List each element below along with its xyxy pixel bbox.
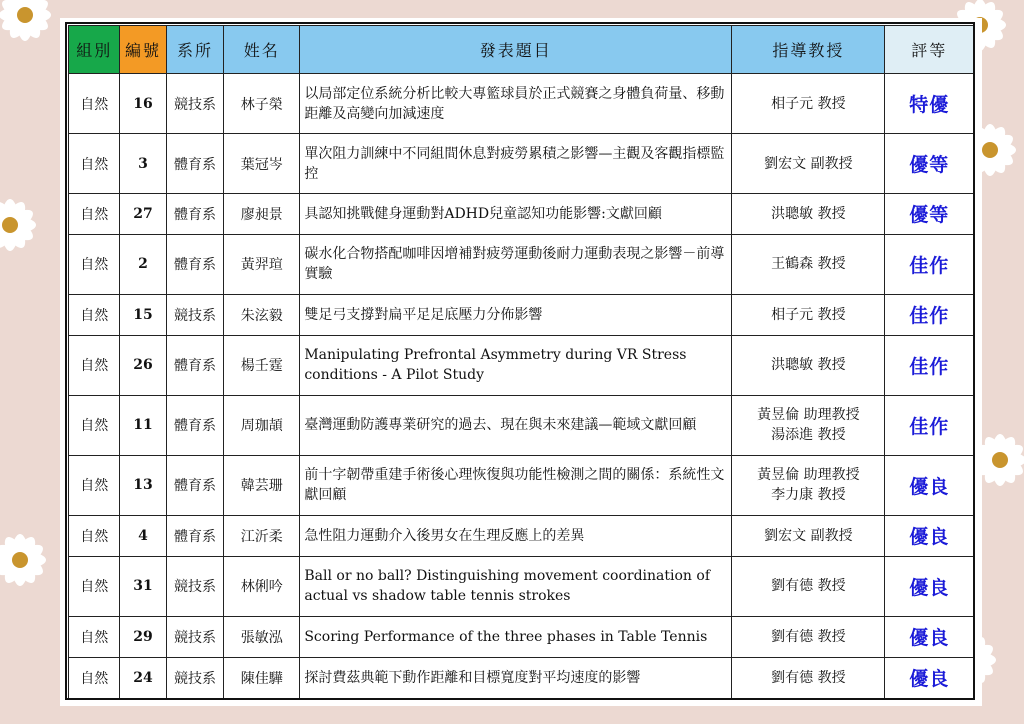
advisor-line: 劉有德 教授 (771, 578, 846, 595)
cell-number: 11 (120, 395, 166, 455)
cell-title: 碳水化合物搭配咖啡因增補對疲勞運動後耐力運動表現之影響－前導實驗 (300, 234, 732, 294)
cell-advisor (732, 455, 885, 515)
cell-grade: 佳作 (885, 234, 974, 294)
cell-dept: 競技系 (166, 556, 224, 616)
table-row (69, 294, 974, 335)
header-grade: 評等 (885, 26, 974, 74)
cell-title: 前十字韌帶重建手術後心理恢復與功能性檢測之間的關係：系統性文獻回顧 (300, 455, 732, 515)
cell-advisor (732, 194, 885, 235)
header-advisor: 指導教授 (732, 26, 885, 74)
advisor-line: 黃昱倫 助理教授 (757, 407, 860, 424)
cell-dept: 體育系 (166, 455, 224, 515)
cell-number: 24 (120, 657, 166, 698)
header-name: 姓名 (224, 26, 300, 74)
cell-group: 自然 (69, 657, 120, 698)
table-row (69, 556, 974, 616)
cell-grade: 佳作 (885, 294, 974, 335)
cell-dept: 體育系 (166, 134, 224, 194)
cell-number: 15 (120, 294, 166, 335)
cell-advisor (732, 294, 885, 335)
cell-name: 林子榮 (224, 74, 300, 134)
table-row (69, 74, 974, 134)
advisor-line: 王鶴森 教授 (771, 256, 846, 273)
daisy-decoration-left-bottom (0, 520, 60, 600)
cell-number: 27 (120, 194, 166, 235)
cell-number: 31 (120, 556, 166, 616)
cell-group: 自然 (69, 294, 120, 335)
cell-advisor (732, 556, 885, 616)
cell-name: 張敏泓 (224, 616, 300, 657)
table-row (69, 515, 974, 556)
table-row (69, 234, 974, 294)
daisy-decoration-top-left (0, 0, 65, 55)
cell-dept: 競技系 (166, 74, 224, 134)
cell-number: 29 (120, 616, 166, 657)
cell-title: 單次阻力訓練中不同組間休息對疲勞累積之影響—主觀及客觀指標監控 (300, 134, 732, 194)
table-row (69, 455, 974, 515)
advisor-line: 劉宏文 副教授 (764, 155, 853, 172)
cell-name: 韓芸珊 (224, 455, 300, 515)
header-title: 發表題目 (300, 26, 732, 74)
advisor-line-2: 湯添進 教授 (771, 427, 846, 444)
cell-name: 陳佳驊 (224, 657, 300, 698)
cell-advisor (732, 335, 885, 395)
cell-advisor (732, 74, 885, 134)
cell-dept: 競技系 (166, 294, 224, 335)
cell-number: 3 (120, 134, 166, 194)
cell-dept: 體育系 (166, 515, 224, 556)
advisor-line: 黃昱倫 助理教授 (757, 467, 860, 484)
cell-name: 朱泫毅 (224, 294, 300, 335)
cell-name: 周珈頡 (224, 395, 300, 455)
advisor-line: 相子元 教授 (771, 95, 846, 112)
header-number: 編號 (120, 26, 166, 74)
table-row (69, 335, 974, 395)
cell-dept: 體育系 (166, 234, 224, 294)
cell-grade: 佳作 (885, 395, 974, 455)
cell-dept: 體育系 (166, 395, 224, 455)
cell-grade: 優等 (885, 134, 974, 194)
cell-advisor (732, 515, 885, 556)
cell-title: 臺灣運動防護專業研究的過去、現在與未來建議—範域文獻回顧 (300, 395, 732, 455)
header-group: 組別 (69, 26, 120, 74)
cell-dept: 體育系 (166, 335, 224, 395)
cell-title: Ball or no ball? Distinguishing movement coordination of actual vs shadow table tennis strokes (300, 556, 732, 616)
cell-number: 26 (120, 335, 166, 395)
cell-grade: 優良 (885, 616, 974, 657)
cell-advisor (732, 134, 885, 194)
cell-group: 自然 (69, 616, 120, 657)
cell-group: 自然 (69, 234, 120, 294)
results-sheet (60, 18, 982, 706)
cell-number: 13 (120, 455, 166, 515)
table-row (69, 657, 974, 698)
cell-name: 林俐吟 (224, 556, 300, 616)
advisor-line-2: 李力康 教授 (771, 487, 846, 504)
table-row (69, 616, 974, 657)
cell-group: 自然 (69, 194, 120, 235)
cell-name: 葉冠岑 (224, 134, 300, 194)
cell-advisor (732, 657, 885, 698)
cell-name: 黃羿瑄 (224, 234, 300, 294)
cell-dept: 競技系 (166, 657, 224, 698)
cell-grade: 優良 (885, 455, 974, 515)
cell-advisor (732, 395, 885, 455)
cell-name: 江沂柔 (224, 515, 300, 556)
advisor-line: 劉宏文 副教授 (764, 527, 853, 544)
cell-number: 2 (120, 234, 166, 294)
cell-group: 自然 (69, 455, 120, 515)
cell-name: 廖昶景 (224, 194, 300, 235)
cell-dept: 競技系 (166, 616, 224, 657)
cell-group: 自然 (69, 74, 120, 134)
cell-grade: 優良 (885, 657, 974, 698)
cell-title: 具認知挑戰健身運動對ADHD兒童認知功能影響:文獻回顧 (300, 194, 732, 235)
table-row (69, 395, 974, 455)
table-header-row (69, 26, 974, 74)
header-dept: 系所 (166, 26, 224, 74)
results-table (68, 25, 974, 699)
cell-group: 自然 (69, 335, 120, 395)
cell-grade: 優良 (885, 515, 974, 556)
cell-title: Scoring Performance of the three phases in Table Tennis (300, 616, 732, 657)
cell-number: 16 (120, 74, 166, 134)
cell-title: 探討費茲典範下動作距離和目標寬度對平均速度的影響 (300, 657, 732, 698)
cell-advisor (732, 616, 885, 657)
cell-advisor (732, 234, 885, 294)
cell-group: 自然 (69, 395, 120, 455)
cell-name: 楊壬霆 (224, 335, 300, 395)
cell-dept: 體育系 (166, 194, 224, 235)
table-row (69, 134, 974, 194)
cell-group: 自然 (69, 556, 120, 616)
cell-number: 4 (120, 515, 166, 556)
advisor-line: 劉有德 教授 (771, 669, 846, 686)
table-row (69, 194, 974, 235)
cell-group: 自然 (69, 134, 120, 194)
advisor-line: 洪聰敏 教授 (771, 205, 846, 222)
advisor-line: 相子元 教授 (771, 306, 846, 323)
advisor-line: 劉有德 教授 (771, 628, 846, 645)
advisor-line: 洪聰敏 教授 (771, 357, 846, 374)
cell-title: 以局部定位系統分析比較大專籃球員於正式競賽之身體負荷量、移動距離及高變向加減速度 (300, 74, 732, 134)
daisy-decoration-left-mid (0, 185, 50, 265)
cell-grade: 特優 (885, 74, 974, 134)
cell-title: 雙足弓支撐對扁平足足底壓力分佈影響 (300, 294, 732, 335)
cell-title: 急性阻力運動介入後男女在生理反應上的差異 (300, 515, 732, 556)
cell-grade: 優良 (885, 556, 974, 616)
cell-grade: 優等 (885, 194, 974, 235)
cell-title: Manipulating Prefrontal Asymmetry during VR Stress conditions - A Pilot Study (300, 335, 732, 395)
cell-group: 自然 (69, 515, 120, 556)
cell-grade: 佳作 (885, 335, 974, 395)
